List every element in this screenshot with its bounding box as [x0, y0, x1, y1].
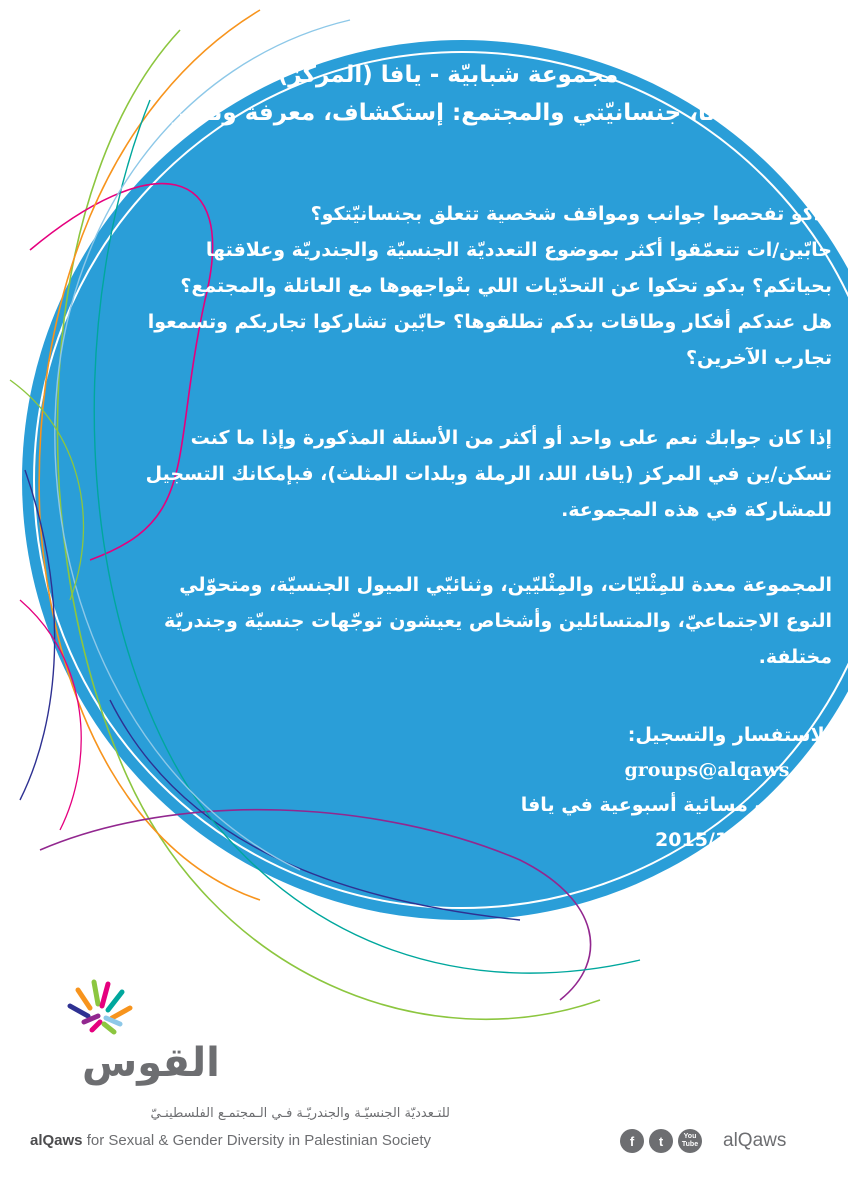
social-handle: alQaws	[723, 1130, 787, 1151]
twitter-icon[interactable]: t	[649, 1129, 673, 1153]
audience-line: النوع الاجتماعيّ، والمتسائلين وأشخاص يعيشون توجّهات جنسيّة وجندريّة	[163, 610, 832, 632]
contact-block	[132, 718, 832, 858]
youtube-icon[interactable]	[678, 1129, 702, 1153]
tagline-arabic: للتـعدديّة الجنسيّـة والجندريّـة فـي الـمجتمـع الفلسطينـيّ	[150, 1106, 450, 1121]
youtube-glyph: You Tube	[681, 1133, 699, 1148]
intro-line: بحياتكم؟ بدكو تحكوا عن التحدّيات اللي بتْواجهوها مع العائلة والمجتمع؟	[180, 275, 832, 297]
schedule-text: اللقاءات مسائية أسبوعية في يافا	[520, 794, 832, 816]
tagline-english	[30, 1132, 470, 1149]
intro-line: تجارب الآخرين؟	[685, 347, 832, 369]
title-line-2: "أنا، جنسانيّتي والمجتمع: إستكشاف، معرفة وتأثير"	[160, 100, 736, 126]
facebook-icon[interactable]: f	[620, 1129, 644, 1153]
logo-wordmark: القوس	[82, 1040, 220, 1086]
tagline-brand: alQaws	[30, 1132, 83, 1149]
title-block	[128, 56, 768, 132]
intro-line: بدكو تفحصوا جوانب ومواقف شخصية تتعلق بجنسانيّتكو؟	[310, 203, 832, 225]
start-date-text: ابتداءً من 2015/10	[655, 829, 832, 851]
intro-line: حابّين/ات تتعمّقوا أكثر بموضوع التعدديّة الجنسيّة والجندريّة وعلاقتها	[205, 239, 832, 261]
eligibility-paragraph	[132, 420, 832, 528]
title-line-1: مجموعة شبابيّة - يافا (المركز)	[277, 62, 619, 88]
eligibility-line: إذا كان جوابك نعم على واحد أو أكثر من الأسئلة المذكورة وإذا ما كنت	[190, 427, 832, 449]
audience-paragraph	[132, 567, 832, 675]
audience-line: مختلفة.	[758, 646, 832, 668]
eligibility-line: للمشاركة في هذه المجموعة.	[561, 499, 832, 521]
audience-line: المجموعة معدة للمِثْليّات، والمِثْليّين، وثنائيّي الميول الجنسيّة، ومتحوّلي	[179, 574, 832, 596]
intro-paragraph	[132, 196, 832, 376]
social-links	[620, 1124, 786, 1158]
eligibility-line: تسكن/ين في المركز (يافا، اللد، الرملة وبلدات المثلث)، فبإمكانك التسجيل	[145, 463, 832, 485]
tagline-rest: for Sexual & Gender Diversity in Palestinian Society	[82, 1132, 432, 1149]
intro-line: هل عندكم أفكار وطاقات بدكم تطلقوها؟ حابّين تشاركوا تجاربكم وتسمعوا	[147, 311, 832, 333]
contact-heading: للاستفسار والتسجيل:	[627, 724, 832, 746]
contact-email-link[interactable]: groups@alqaws.org	[624, 759, 832, 781]
